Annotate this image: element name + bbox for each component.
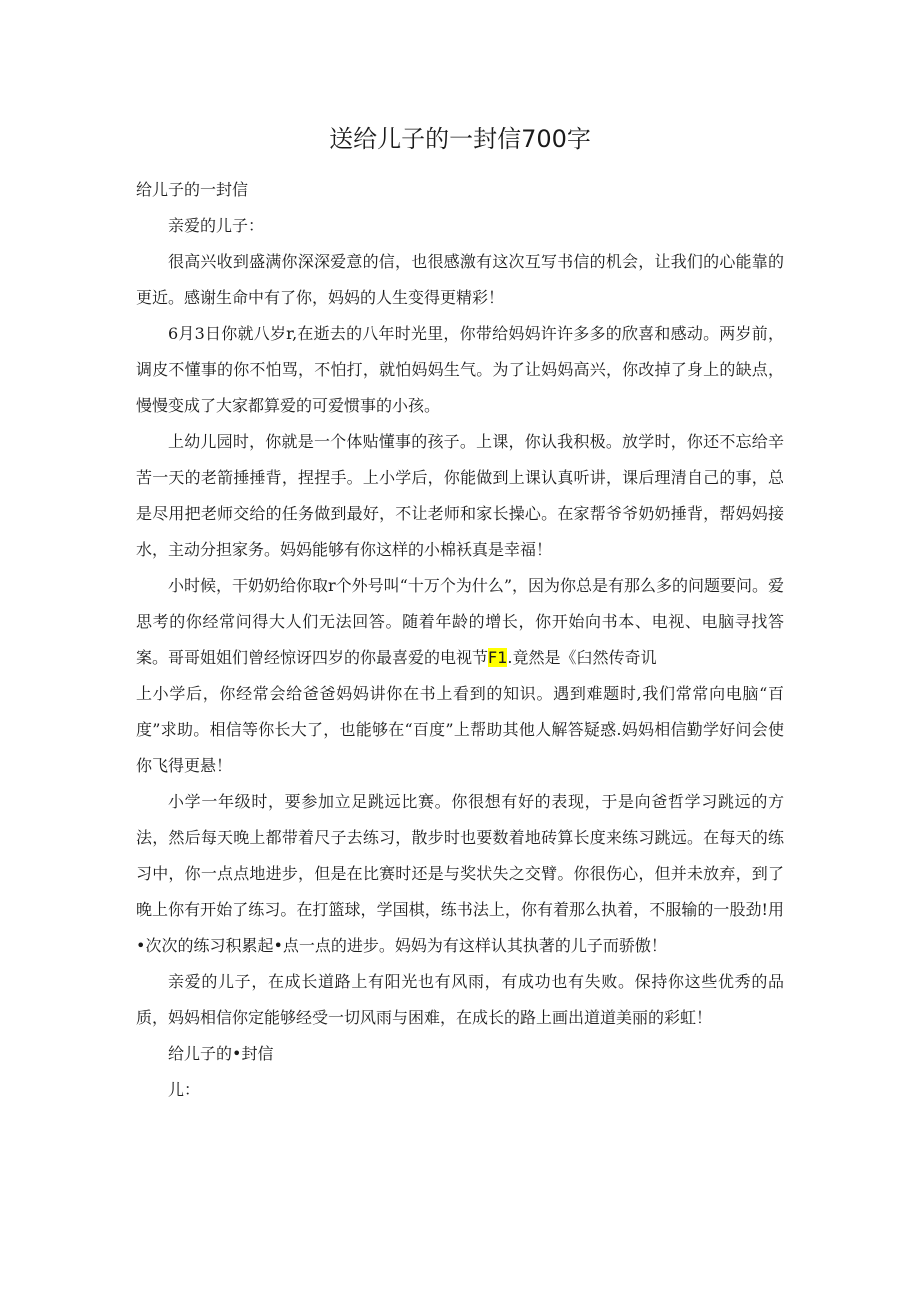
paragraph-1: 很高兴收到盛满你深深爱意的信，也很感激有这次互写书信的机会，让我们的心能靠的更近。感谢生命中有了你，妈妈的人生变得更精彩！ [136, 252, 784, 307]
highlighted-text: F1 [488, 648, 508, 667]
document-title: 送给儿子的一封信700字 [329, 125, 591, 153]
paragraph-4 [136, 568, 784, 676]
paragraph-6: 亲爱的儿子，在成长道路上有阳光也有风雨，有成功也有失败。保持你这些优秀的品质，妈妈相信你定能够经受一切风雨与困难，在成长的路上画出道道美丽的彩虹！ [136, 972, 784, 1027]
closing-heading: 给儿子的•封信 [168, 1044, 274, 1063]
paragraph-2: 6月3日你就八岁r,在逝去的八年时光里，你带给妈妈许许多多的欣喜和感动。两岁前，调皮不懂事的你不怕骂，不怕打，就怕妈妈生气。为了让妈妈高兴，你改掉了身上的缺点，慢慢变成了大家都算爱的可爱惯事的小孩。 [136, 324, 784, 415]
paragraph-5: 小学一年级时，要参加立足跳远比赛。你很想有好的表现，于是向爸哲学习跳远的方法，然后每天晚上都带着尺子去练习，散步时也要数着地砖算长度来练习跳远。在每天的练习中，你一点点地进步，但是在比赛时还是与奖状失之交臂。你很伤心，但并未放弃，到了晚上你有开始了练习。在打篮球，学国棋，练书法上，你有着那么执着，不服输的一股劲!用•次次的练习积累起•点一点的进步。妈妈为有这样认其执著的儿子而骄傲！ [136, 792, 784, 955]
paragraph-4-tail: .竟然是《臼然传奇讥 [507, 648, 657, 667]
document-body [136, 172, 784, 1108]
sub-heading: 给儿子的一封信 [136, 180, 249, 199]
paragraph-4-continued: 上小学后，你经常会给爸爸妈妈讲你在书上看到的知识。遇到难题时,我们常常向电脑“百度”求助。相信等你长大了，也能够在“百度”上帮助其他人解答疑惑.妈妈相信勤学好问会使你飞得更悬！ [136, 684, 784, 775]
paragraph-4-text: 小时候，干奶奶给你取r个外号叫“十万个为什么”，因为你总是有那么多的问题要问。爱思考的你经常问得大人们无法回答。随着年龄的增长，你开始向书本、电视、电脑寻找答案。哥哥姐姐们曾经惊讶四岁的你最喜爱的电视节 [136, 576, 785, 667]
salutation: 亲爱的儿子： [168, 216, 265, 235]
paragraph-3: 上幼儿园时，你就是一个体贴懂事的孩子。上课，你认我积极。放学时，你还不忘给辛苦一天的老箭捶捶背，捏捏手。上小学后，你能做到上课认真听讲，课后理清自己的事，总是尽用把老师交给的任务做到最好，不让老师和家长操心。在家帮爷爷奶奶捶背，帮妈妈接水，主动分担家务。妈妈能够有你这样的小棉袄真是幸福！ [136, 432, 784, 559]
closing-salutation: 儿： [168, 1080, 201, 1099]
